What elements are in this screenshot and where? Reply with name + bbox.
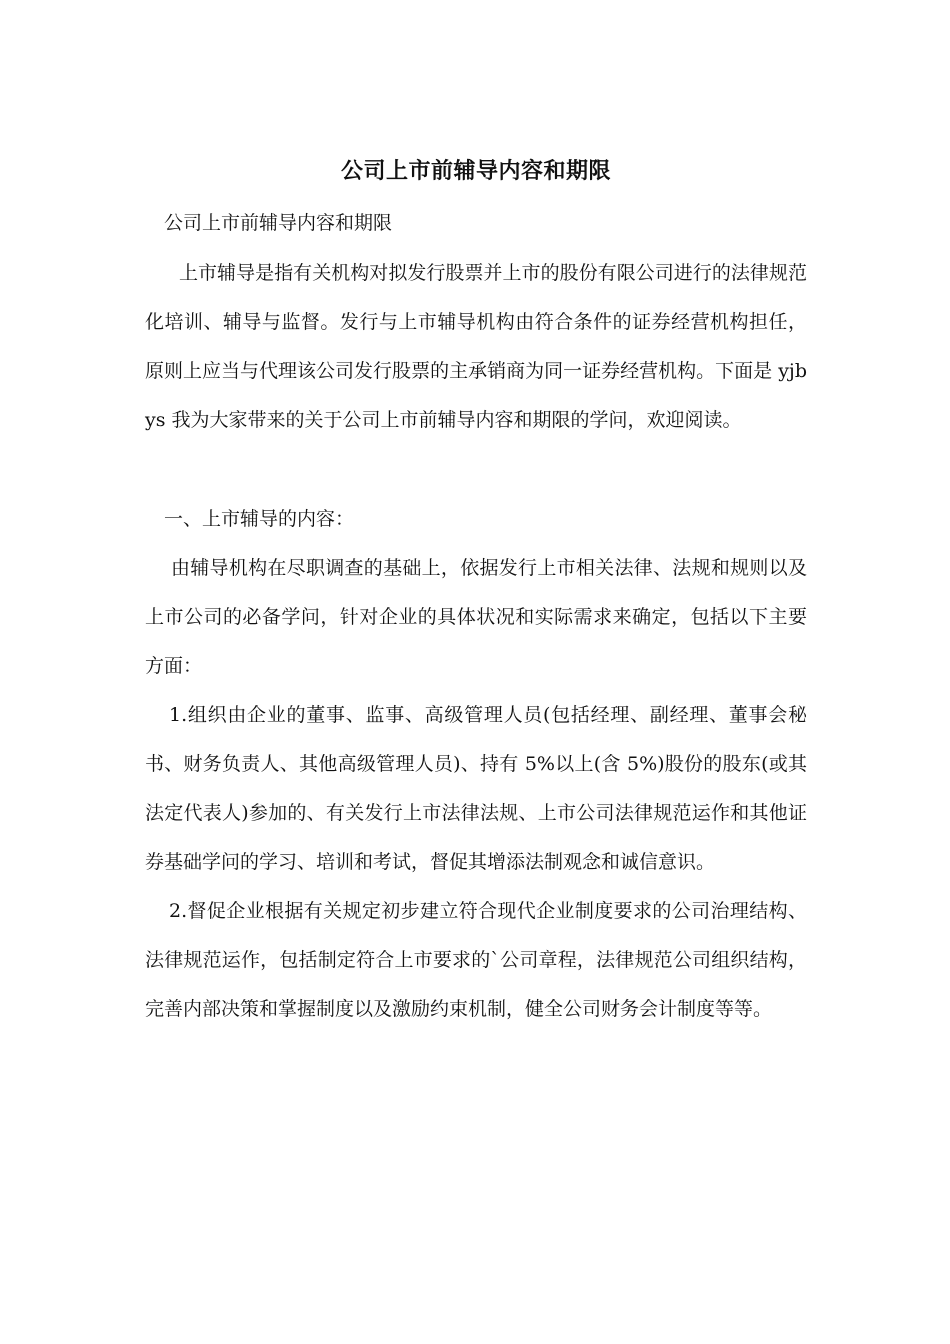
list-item-2: 2.督促企业根据有关规定初步建立符合现代企业制度要求的公司治理结构、法律规范运作，包括制定符合上市要求的`公司章程，法律规范公司组织结构，完善内部决策和掌握制度以及激励约束机制，健全公司财务会计制度等等。	[145, 900, 807, 1020]
intro-paragraph: 上市辅导是指有关机构对拟发行股票并上市的股份有限公司进行的法律规范化培训、辅导与监督。发行与上市辅导机构由符合条件的证券经营机构担任，原则上应当与代理该公司发行股票的主承销商为同一证券经营机构。下面是 yjbys 我为大家带来的关于公司上市前辅导内容和期限的学问，欢迎阅读。	[145, 262, 807, 431]
section-intro-paragraph: 由辅导机构在尽职调查的基础上，依据发行上市相关法律、法规和规则以及上市公司的必备学问，针对企业的具体状况和实际需求来确定，包括以下主要方面：	[145, 557, 807, 677]
document-body	[145, 148, 807, 1034]
document-title: 公司上市前辅导内容和期限	[340, 158, 611, 184]
list-item-1: 1.组织由企业的董事、监事、高级管理人员(包括经理、副经理、董事会秘书、财务负责人、其他高级管理人员)、持有 5%以上(含 5%)股份的股东(或其法定代表人)参加的、有关发行上市法律法规、上市公司法律规范运作和其他证券基础学问的学习、培训和考试，督促其增添法制观念和诚信意识。	[145, 704, 807, 873]
spacer	[145, 238, 807, 249]
document-subtitle: 公司上市前辅导内容和期限	[164, 212, 393, 234]
spacer	[145, 445, 807, 495]
section-heading-content: 一、上市辅导的内容：	[164, 508, 355, 530]
